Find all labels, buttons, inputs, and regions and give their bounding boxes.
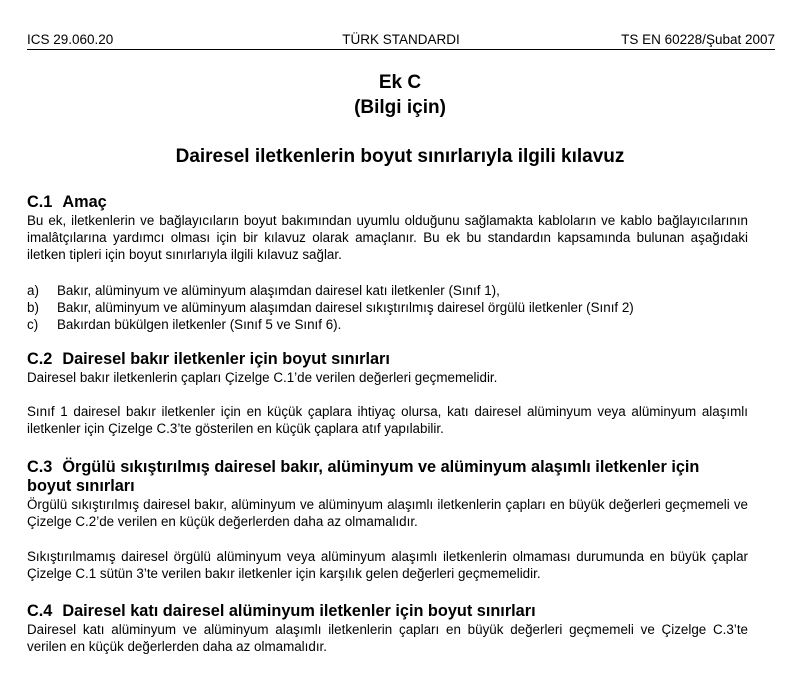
list-item-text: Bakır, alüminyum ve alüminyum alaşımdan dairesel sıkıştırılmış dairesel örgülü iletkenler (Sınıf 2) xyxy=(57,300,634,315)
section-c3-paragraph-2 xyxy=(27,548,748,582)
section-paragraph: Bu ek, iletkenlerin ve bağlayıcıların boyut bakımından uyumlu olduğunu sağlamakta kabloların ve kablo bağlayıcılarının imalâtçılarına yardımcı olması için bir kılavuz olarak amaçlanır. Bu ek bu standardın kapsamında bulunan aşağıdaki iletken tipleri için boyut sınırlarıyla ilgili kılavuz sağlar. xyxy=(27,213,748,262)
list-item-text: Bakır, alüminyum ve alüminyum alaşımdan dairesel katı iletkenler (Sınıf 1), xyxy=(57,283,500,298)
standard-name: TÜRK STANDARDI xyxy=(342,32,460,47)
section-c4 xyxy=(27,602,748,655)
page-header xyxy=(27,31,775,50)
section-paragraph: Sıkıştırılmamış dairesel örgülü alüminyum veya alüminyum alaşımlı iletkenlerin olmaması durumunda en büyük çaplar Çizelge C.1 sütün 3’te verilen bakır iletkenler için karşılık gelen değerleri geçmemelidir. xyxy=(27,549,748,581)
list-item xyxy=(27,316,748,333)
ics-code: ICS 29.060.20 xyxy=(27,32,114,47)
section-title: Dairesel katı dairesel alüminyum iletkenler için boyut sınırları xyxy=(62,602,536,620)
conductor-type-list xyxy=(27,282,748,333)
section-paragraph: Dairesel bakır iletkenlerin çapları Çizelge C.1’de verilen değerleri geçmemelidir. xyxy=(27,370,498,385)
section-number: C.4 xyxy=(27,602,53,620)
list-marker: c) xyxy=(27,317,39,332)
section-heading xyxy=(27,602,748,621)
section-title: Örgülü sıkıştırılmış dairesel bakır, alüminyum ve alüminyum alaşımlı iletkenler için boyut sınırları xyxy=(27,458,700,495)
section-c1 xyxy=(27,193,748,263)
list-marker: a) xyxy=(27,283,39,298)
standard-code: TS EN 60228/Şubat 2007 xyxy=(621,32,775,47)
annex-subtitle: (Bilgi için) xyxy=(354,97,446,118)
section-c3 xyxy=(27,458,748,530)
section-paragraph: Sınıf 1 dairesel bakır iletkenler için en küçük çaplara ihtiyaç olursa, katı dairesel alüminyum veya alüminyum alaşımlı iletkenler için Çizelge C.3’te gösterilen en küçük çaplara atıf yapılabilir. xyxy=(27,404,748,436)
section-heading xyxy=(27,350,748,369)
section-number: C.2 xyxy=(27,350,53,368)
list-item xyxy=(27,282,748,299)
section-paragraph: Örgülü sıkıştırılmış dairesel bakır, alüminyum ve alüminyum alaşımlı iletkenlerin çapları en büyük değerleri geçmemeli ve Çizelge C.2’de verilen en küçük değerlerden daha az olmamalıdır. xyxy=(27,497,748,529)
section-title: Dairesel bakır iletkenler için boyut sınırları xyxy=(62,350,390,368)
list-marker: b) xyxy=(27,300,39,315)
section-title: Amaç xyxy=(62,193,107,211)
list-item xyxy=(27,299,748,316)
section-c2 xyxy=(27,350,748,386)
section-number: C.3 xyxy=(27,458,53,476)
section-paragraph: Dairesel katı alüminyum ve alüminyum alaşımlı iletkenlerin çapları en büyük değerleri geçmemeli ve Çizelge C.3’te verilen en küçük değerlerden daha az olmamalıdır. xyxy=(27,622,748,654)
annex-title: Ek C xyxy=(378,72,422,93)
section-c2-paragraph-2 xyxy=(27,403,748,437)
section-heading xyxy=(27,193,748,212)
annex-heading xyxy=(0,70,800,120)
section-number: C.1 xyxy=(27,193,53,211)
document-title: Dairesel iletkenlerin boyut sınırlarıyla ilgili kılavuz xyxy=(175,146,625,167)
section-heading xyxy=(27,458,748,496)
list-item-text: Bakırdan bükülgen iletkenler (Sınıf 5 ve Sınıf 6). xyxy=(57,317,342,332)
